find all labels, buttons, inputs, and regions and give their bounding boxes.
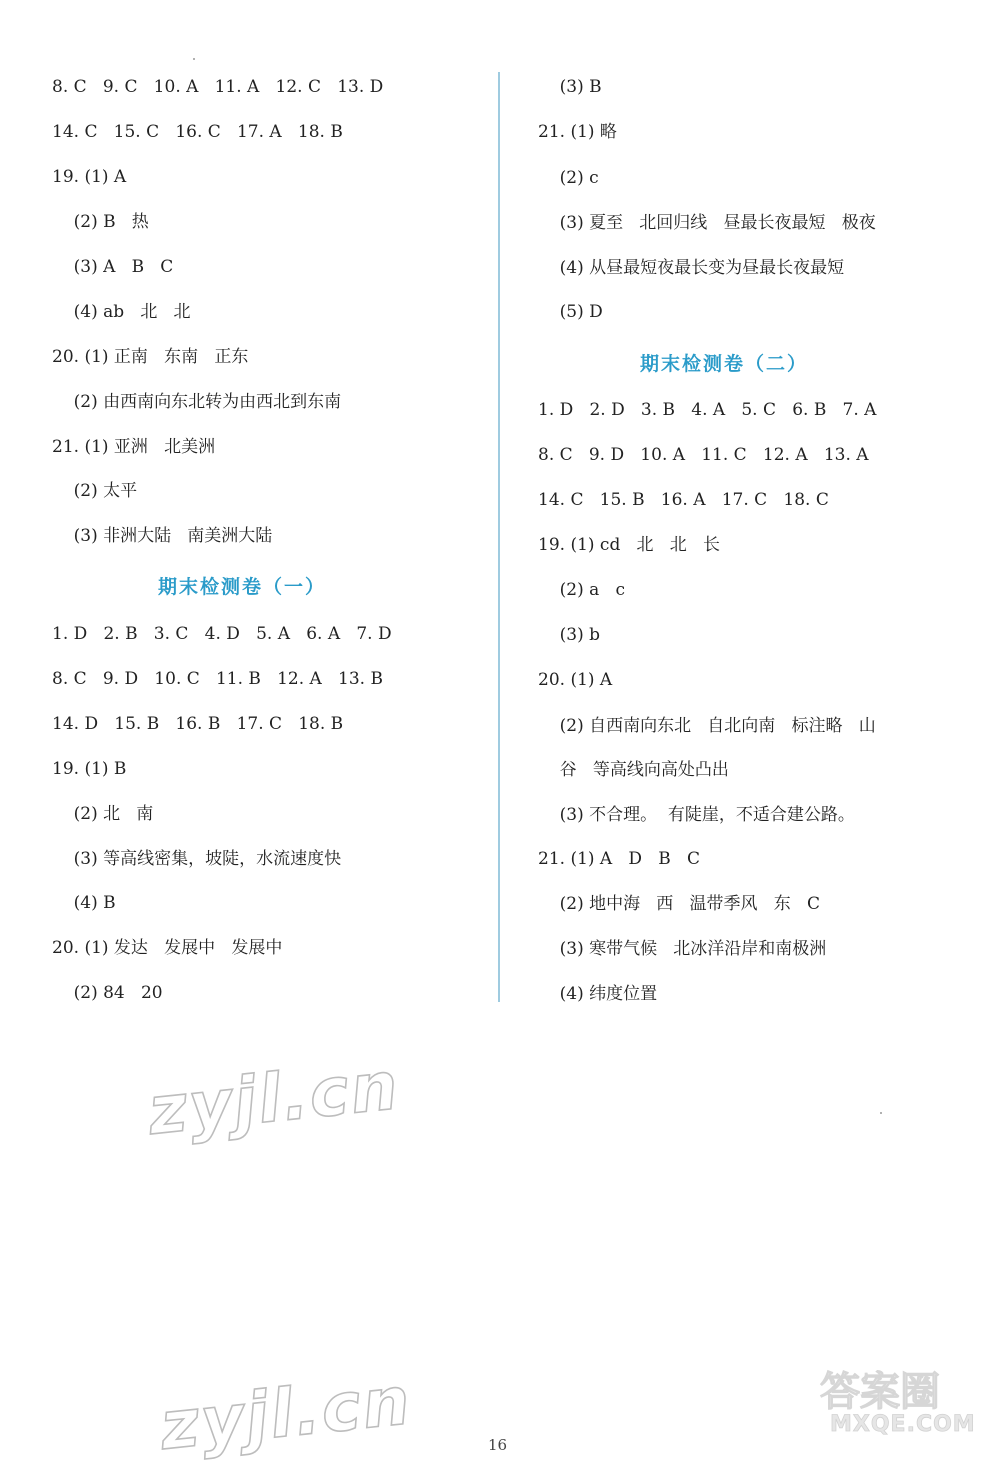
answer-line: (2) 地中海 西 温带季风 东 C: [538, 894, 820, 914]
answer-line: (2) a c: [538, 580, 625, 600]
answer-line: (3) B: [538, 77, 602, 97]
answer-line: (2) c: [538, 168, 599, 188]
answer-line: 8. C 9. D 10. A 11. C 12. A 13. A: [538, 445, 869, 465]
answer-line: 19. (1) cd 北 北 长: [538, 535, 720, 555]
watermark-logo-domain: MXQE.COM: [830, 1412, 976, 1437]
watermark-logo-text: 答案圈: [820, 1369, 940, 1415]
answer-line: (3) A B C: [52, 257, 174, 277]
answer-line: (4) 从昼最短夜最长变为昼最长夜最短: [538, 258, 845, 278]
answer-line: (3) 非洲大陆 南美洲大陆: [52, 526, 273, 546]
answer-line: (3) 等高线密集，坡陡，水流速度快: [52, 849, 342, 869]
scan-speck: [880, 1112, 882, 1114]
answer-line: 14. C 15. C 16. C 17. A 18. B: [52, 122, 343, 142]
answer-line: 20. (1) 发达 发展中 发展中: [52, 938, 283, 958]
answer-line: (3) b: [538, 625, 600, 645]
answer-line: 14. C 15. B 16. A 17. C 18. C: [538, 490, 829, 510]
answer-line: 14. D 15. B 16. B 17. C 18. B: [52, 714, 344, 734]
answer-line: (3) 寒带气候 北冰洋沿岸和南极洲: [538, 939, 827, 959]
answer-line: 19. (1) B: [52, 759, 127, 779]
answer-line: (3) 不合理。 有陡崖，不适合建公路。: [538, 805, 855, 825]
answer-line: (4) B: [52, 893, 116, 913]
answer-line: 8. C 9. C 10. A 11. A 12. C 13. D: [52, 77, 384, 97]
answer-line: (2) 北 南: [52, 804, 154, 824]
answer-line: 20. (1) A: [538, 670, 613, 690]
answer-line: 21. (1) 略: [538, 122, 617, 142]
answer-line: 1. D 2. B 3. C 4. D 5. A 6. A 7. D: [52, 624, 392, 644]
watermark-zyjl: zyjl.cn: [144, 1047, 404, 1150]
answer-line: (2) 由西南向东北转为由西北到东南: [52, 392, 342, 412]
answer-line: (2) 太平: [52, 481, 138, 501]
answer-line: 20. (1) 正南 东南 正东: [52, 347, 249, 367]
answer-line: (2) B 热: [52, 212, 149, 232]
answer-line: 谷 等高线向高处凸出: [538, 760, 729, 780]
section-heading-final-exam-1: 期末检测卷（一）: [158, 576, 327, 598]
answer-line: (2) 自西南向东北 自北向南 标注略 山: [538, 716, 876, 736]
answer-line: (5) D: [538, 302, 603, 322]
answer-line: (2) 84 20: [52, 983, 163, 1003]
scan-speck: [193, 58, 195, 60]
answer-line: 8. C 9. D 10. C 11. B 12. A 13. B: [52, 669, 383, 689]
page-number: 16: [488, 1436, 508, 1454]
column-divider: [498, 72, 500, 1002]
answer-line: 21. (1) 亚洲 北美洲: [52, 437, 216, 457]
answer-line: 19. (1) A: [52, 167, 127, 187]
answer-line: (4) 纬度位置: [538, 984, 658, 1004]
watermark-zyjl: zyjl.cn: [156, 1362, 416, 1465]
answer-line: (4) ab 北 北: [52, 302, 191, 322]
answer-line: 1. D 2. D 3. B 4. A 5. C 6. B 7. A: [538, 400, 877, 420]
watermark-logo: [820, 1360, 990, 1450]
answer-line: (3) 夏至 北回归线 昼最长夜最短 极夜: [538, 213, 876, 233]
answer-line: 21. (1) A D B C: [538, 849, 700, 869]
section-heading-final-exam-2: 期末检测卷（二）: [640, 353, 809, 375]
